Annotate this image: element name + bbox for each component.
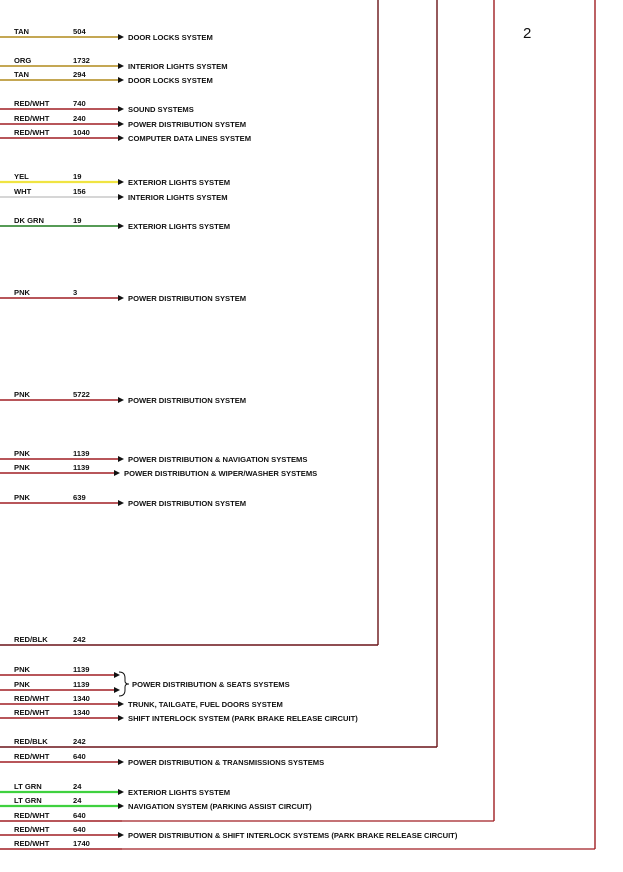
wire-row	[0, 288, 246, 303]
wire-color-label: RED/WHT	[14, 839, 50, 848]
wire-color-label: PNK	[14, 680, 31, 689]
wire-color-label: RED/WHT	[14, 128, 50, 137]
wire-row	[0, 811, 122, 821]
wire-row	[0, 493, 246, 508]
wire-circuit-label: 639	[73, 493, 86, 502]
wire-row	[0, 635, 378, 645]
wire-row	[0, 172, 230, 187]
wire-arrow	[118, 121, 124, 127]
wire-arrow	[118, 803, 124, 809]
wire-arrow	[118, 701, 124, 707]
wire-color-label: PNK	[14, 463, 31, 472]
wire-row	[0, 825, 458, 840]
wire-circuit-label: 24	[73, 796, 82, 805]
wire-arrow	[118, 789, 124, 795]
wire-arrow	[118, 77, 124, 83]
wire-color-label: PNK	[14, 390, 31, 399]
wire-color-label: TAN	[14, 27, 30, 36]
wire-circuit-label: 19	[73, 172, 82, 181]
connector-brace	[119, 672, 129, 696]
wire-row	[0, 665, 118, 675]
wire-arrow	[118, 832, 124, 838]
wire-circuit-label: 1732	[73, 56, 90, 65]
wire-circuit-label: 1740	[73, 839, 90, 848]
wire-color-label: LT GRN	[14, 796, 42, 805]
wire-arrow	[118, 34, 124, 40]
wire-arrow	[118, 179, 124, 185]
wire-color-label: RED/WHT	[14, 825, 50, 834]
wire-destination-label: POWER DISTRIBUTION SYSTEM	[128, 396, 247, 405]
wire-circuit-label: 5722	[73, 390, 90, 399]
wire-circuit-label: 640	[73, 811, 86, 820]
wire-destination-label: EXTERIOR LIGHTS SYSTEM	[128, 222, 231, 231]
wire-row	[0, 708, 358, 723]
brace-arrow	[114, 687, 120, 693]
wire-circuit-label: 1340	[73, 708, 90, 717]
wire-color-label: YEL	[14, 172, 29, 181]
wire-destination-label: EXTERIOR LIGHTS SYSTEM	[128, 788, 231, 797]
wire-row	[0, 187, 228, 202]
wire-color-label: TAN	[14, 70, 30, 79]
wire-row	[0, 70, 213, 85]
wire-destination-label: POWER DISTRIBUTION & TRANSMISSIONS SYSTEMS	[128, 758, 325, 767]
wire-circuit-label: 24	[73, 782, 82, 791]
wire-color-label: DK GRN	[14, 216, 44, 225]
wire-circuit-label: 3	[73, 288, 78, 297]
brace-arrow	[114, 672, 120, 678]
wire-row	[0, 782, 230, 797]
wire-circuit-label: 19	[73, 216, 82, 225]
wire-arrow	[118, 397, 124, 403]
brace-destination-label: POWER DISTRIBUTION & SEATS SYSTEMS	[132, 680, 290, 689]
wire-circuit-label: 1340	[73, 694, 90, 703]
wire-circuit-label: 1139	[73, 463, 90, 472]
wire-circuit-label: 240	[73, 114, 86, 123]
wire-circuit-label: 1139	[73, 665, 90, 674]
wire-destination-label: COMPUTER DATA LINES SYSTEM	[128, 134, 252, 143]
wire-circuit-label: 1040	[73, 128, 90, 137]
wire-destination-label: POWER DISTRIBUTION SYSTEM	[128, 294, 247, 303]
wire-row	[0, 680, 118, 690]
wire-destination-label: SHIFT INTERLOCK SYSTEM (PARK BRAKE RELEASE CIRCUIT)	[128, 714, 358, 723]
wire-row	[0, 737, 437, 747]
wire-circuit-label: 1139	[73, 680, 90, 689]
wire-color-label: RED/WHT	[14, 752, 50, 761]
wire-arrow	[118, 456, 124, 462]
wire-row	[0, 27, 213, 42]
wire-row	[0, 99, 194, 114]
wire-color-label: RED/WHT	[14, 99, 50, 108]
wire-arrow	[118, 295, 124, 301]
wire-arrow	[118, 500, 124, 506]
wire-color-label: PNK	[14, 449, 31, 458]
wire-circuit-label: 242	[73, 737, 86, 746]
wire-row	[0, 752, 324, 767]
wire-circuit-label: 504	[73, 27, 86, 36]
wire-arrow	[118, 715, 124, 721]
wire-destination-label: INTERIOR LIGHTS SYSTEM	[128, 62, 228, 71]
wire-color-label: RED/WHT	[14, 694, 50, 703]
wire-destination-label: POWER DISTRIBUTION SYSTEM	[128, 499, 247, 508]
wire-row	[0, 128, 251, 143]
wire-circuit-label: 640	[73, 825, 86, 834]
wire-circuit-label: 242	[73, 635, 86, 644]
wire-color-label: RED/WHT	[14, 811, 50, 820]
wire-destination-label: SOUND SYSTEMS	[128, 105, 194, 114]
wire-circuit-label: 740	[73, 99, 86, 108]
wire-color-label: WHT	[14, 187, 32, 196]
wire-destination-label: TRUNK, TAILGATE, FUEL DOORS SYSTEM	[128, 700, 283, 709]
wire-circuit-label: 156	[73, 187, 86, 196]
wire-color-label: RED/WHT	[14, 708, 50, 717]
wire-destination-label: EXTERIOR LIGHTS SYSTEM	[128, 178, 231, 187]
wire-destination-label: POWER DISTRIBUTION SYSTEM	[128, 120, 247, 129]
wire-color-label: PNK	[14, 288, 31, 297]
wire-arrow	[114, 470, 120, 476]
wire-destination-label: POWER DISTRIBUTION & SHIFT INTERLOCK SYSTEMS (PARK BRAKE RELEASE CIRCUIT)	[128, 831, 458, 840]
wire-row	[0, 390, 246, 405]
wire-color-label: RED/BLK	[14, 635, 48, 644]
page-number: 2	[523, 25, 532, 42]
wire-circuit-label: 1139	[73, 449, 90, 458]
wire-row	[0, 463, 317, 478]
wire-destination-label: POWER DISTRIBUTION & WIPER/WASHER SYSTEMS	[124, 469, 318, 478]
wire-arrow	[118, 759, 124, 765]
wire-color-label: PNK	[14, 665, 31, 674]
wire-destination-label: NAVIGATION SYSTEM (PARKING ASSIST CIRCUIT)	[128, 802, 312, 811]
wire-circuit-label: 640	[73, 752, 86, 761]
wire-color-label: RED/BLK	[14, 737, 48, 746]
wire-row	[0, 114, 246, 129]
wire-arrow	[118, 194, 124, 200]
wire-rows	[0, 27, 458, 849]
wire-circuit-label: 294	[73, 70, 86, 79]
wire-row	[0, 694, 283, 709]
wire-row	[0, 839, 122, 849]
wire-color-label: LT GRN	[14, 782, 42, 791]
wire-arrow	[118, 223, 124, 229]
wire-arrow	[118, 106, 124, 112]
wire-color-label: ORG	[14, 56, 32, 65]
wire-destination-label: DOOR LOCKS SYSTEM	[128, 33, 213, 42]
wire-row	[0, 56, 228, 71]
wire-color-label: RED/WHT	[14, 114, 50, 123]
wire-color-label: PNK	[14, 493, 31, 502]
wire-destination-label: DOOR LOCKS SYSTEM	[128, 76, 213, 85]
wire-destination-label: INTERIOR LIGHTS SYSTEM	[128, 193, 228, 202]
wire-arrow	[118, 63, 124, 69]
wire-row	[0, 449, 307, 464]
wire-row	[0, 796, 312, 811]
brace-group	[114, 672, 290, 696]
wire-row	[0, 216, 230, 231]
wire-destination-label: POWER DISTRIBUTION & NAVIGATION SYSTEMS	[128, 455, 308, 464]
wire-arrow	[118, 135, 124, 141]
